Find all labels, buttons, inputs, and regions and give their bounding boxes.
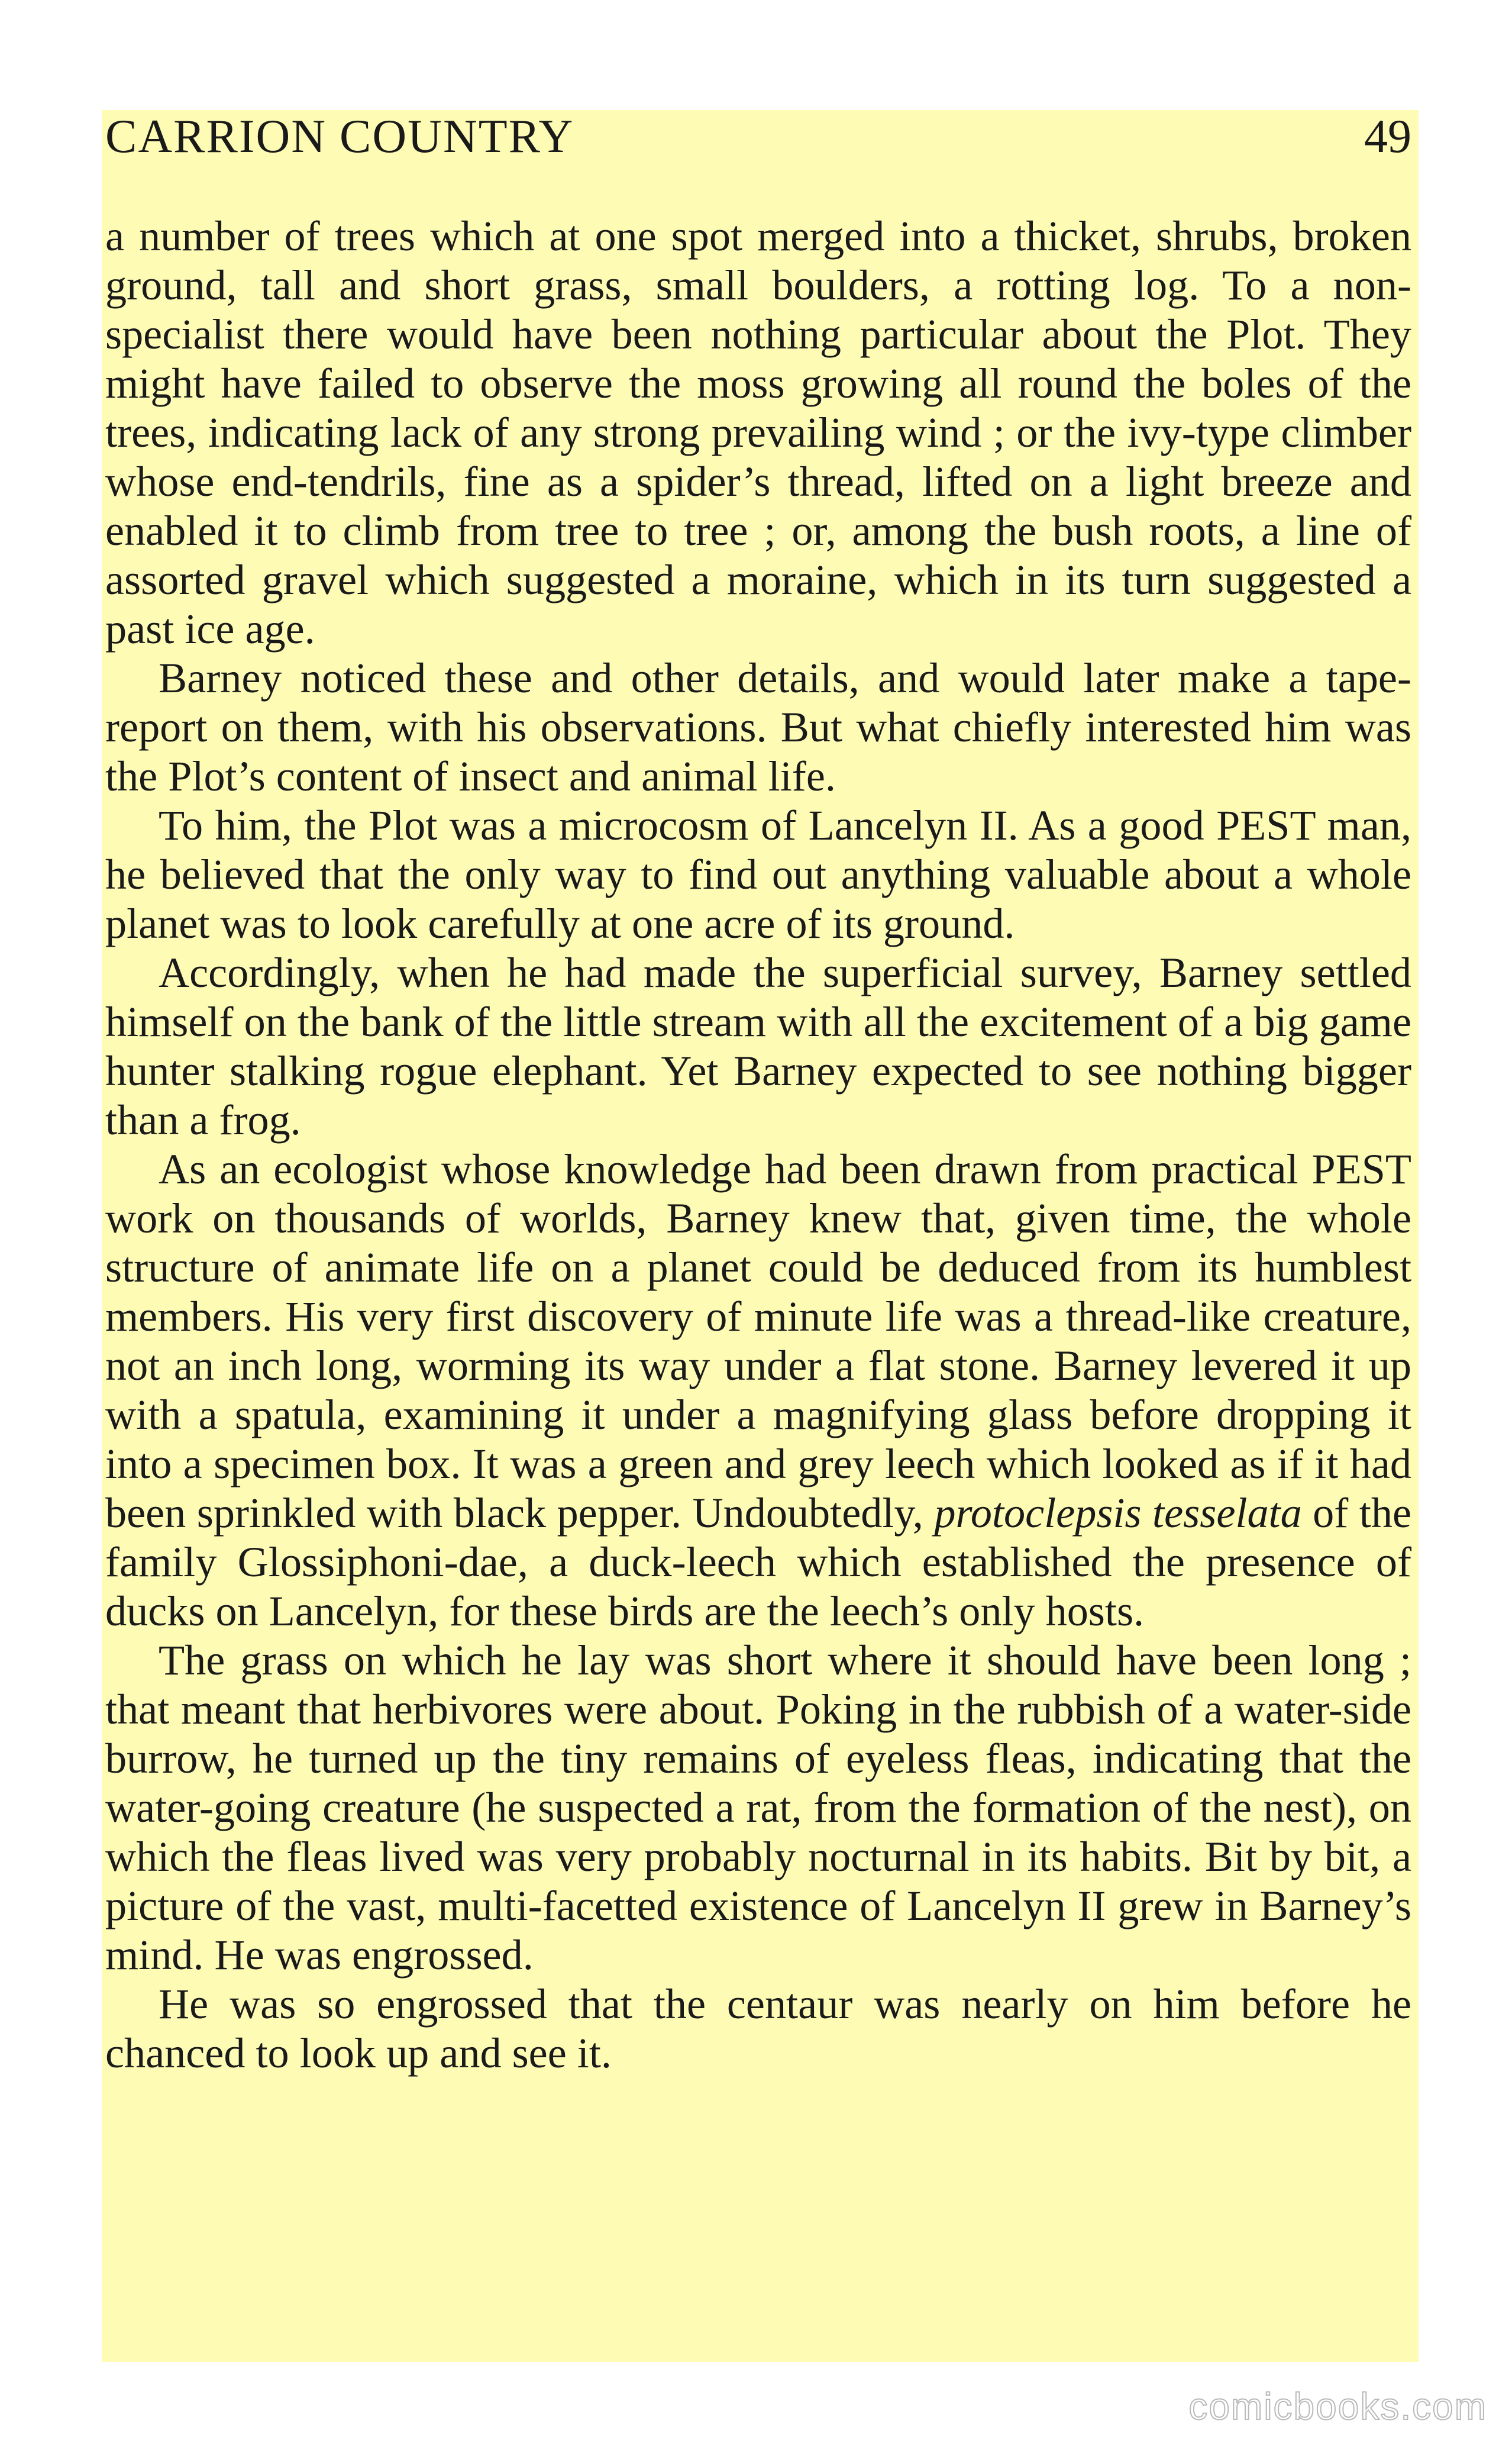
paragraph-leech [105, 1145, 1411, 1636]
page-number: 49 [1364, 111, 1411, 163]
running-head [105, 110, 1411, 169]
paragraph-text: of the family Glossiphoni-dae, a duck-leech which established the presence of ducks on Lancelyn, for these birds are the leech’s only hosts. [105, 1489, 1412, 1635]
paragraph: Accordingly, when he had made the superficial survey, Barney settled himself on the bank of the little stream with all the excitement of a big game hunter stalking rogue elephant. Yet Barney expected to see nothing bigger than a frog. [105, 949, 1411, 1144]
species-name: protoclepsis tesselata [934, 1489, 1302, 1537]
paragraph: To him, the Plot was a microcosm of Lancelyn II. As a good PEST man, he believed that the only way to find out anything valuable about a whole planet was to look carefully at one acre of its ground. [105, 802, 1411, 947]
paragraph: Barney noticed these and other details, and would later make a tape-report on them, with his observations. But what chiefly interested him was the Plot’s content of insect and animal life. [105, 654, 1411, 800]
paragraph-text: As an ecologist whose knowledge had been drawn from practical PEST work on thousands of worlds, Barney knew that, given time, the whole structure of animate life on a planet could be deduced from its humblest members. His very first discovery of minute life was a thread-like creature, not an inch long, worming its way under a flat stone. Barney levered it up with a spatula, examining it under a magnifying glass before dropping it into a specimen box. It was a green and grey leech which looked as if it had been sprinkled with black pepper. Undoubtedly, [105, 1145, 1411, 1537]
running-title: CARRION COUNTRY [105, 111, 574, 163]
watermark: comicbooks.com [1188, 2385, 1487, 2428]
body-text [105, 212, 1411, 2078]
paragraph: The grass on which he lay was short where it should have been long ; that meant that herbivores were about. Poking in the rubbish of a water-side burrow, he turned up the tiny remains of eyeless fleas, indicating that the water-going creature (he suspected a rat, from the formation of the nest), on which the fleas lived was very probably nocturnal in its habits. Bit by bit, a picture of the vast, multi-facetted existence of Lancelyn II grew in Barney’s mind. He was engrossed. [105, 1637, 1411, 1979]
paragraph: He was so engrossed that the centaur was nearly on him before he chanced to look up and see it. [105, 1980, 1411, 2077]
paragraph-continued: a number of trees which at one spot merged into a thicket, shrubs, broken ground, tall and short grass, small boulders, a rotting log. To a non-specialist there would have been nothing particular about the Plot. They might have failed to observe the moss growing all round the boles of the trees, indicating lack of any strong prevailing wind ; or the ivy-type climber whose end-tendrils, fine as a spider’s thread, lifted on a light breeze and enabled it to climb from tree to tree ; or, among the bush roots, a line of assorted gravel which suggested a moraine, which in its turn suggested a past ice age. [105, 212, 1411, 653]
